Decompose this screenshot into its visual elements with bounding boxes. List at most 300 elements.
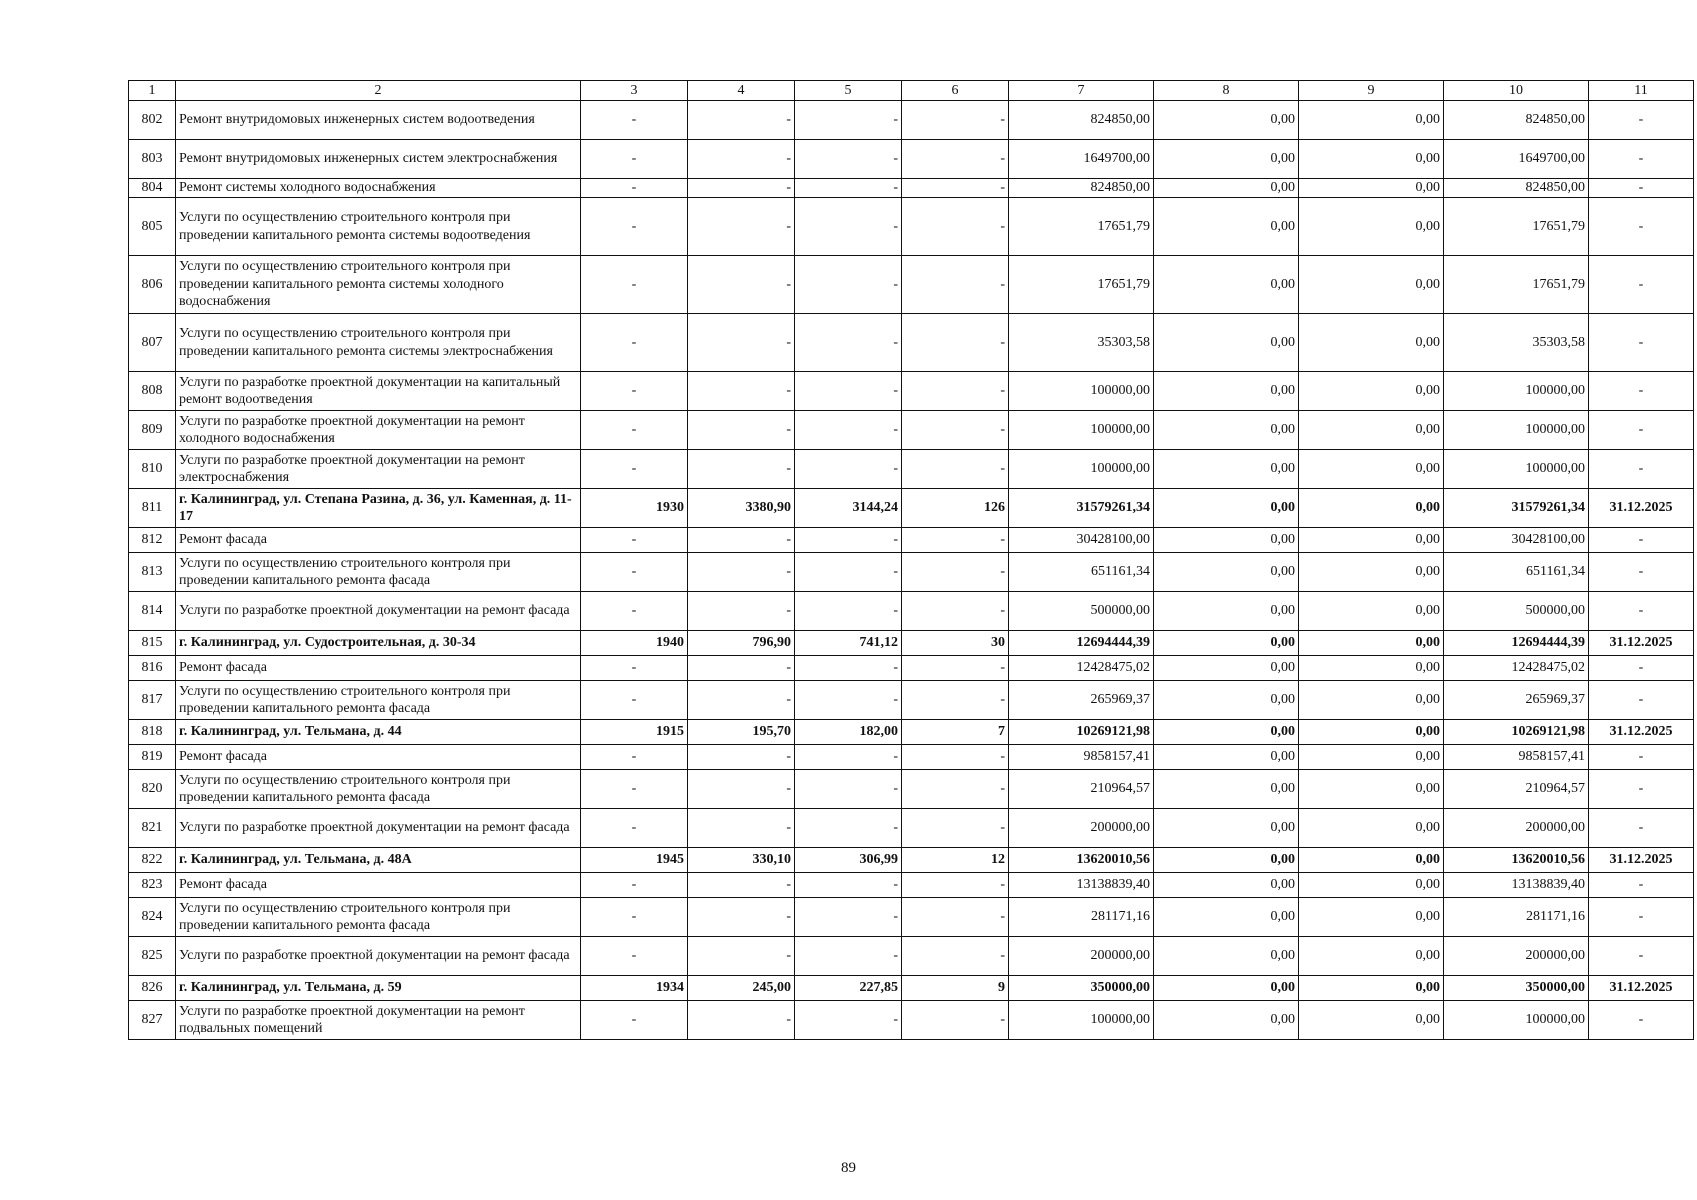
- year-cell: -: [581, 898, 688, 937]
- work-description: Услуги по разработке проектной документации на ремонт фасада: [176, 809, 581, 848]
- residents-cell: -: [902, 745, 1009, 770]
- area-living-cell: -: [795, 140, 902, 179]
- cost-federal-cell: 0,00: [1154, 372, 1299, 411]
- work-description: Ремонт внутридомовых инженерных систем электроснабжения: [176, 140, 581, 179]
- work-description: Услуги по разработке проектной документации на ремонт электроснабжения: [176, 450, 581, 489]
- area-total-cell: -: [688, 592, 795, 631]
- cost-owners-cell: 281171,16: [1444, 898, 1589, 937]
- area-total-cell: -: [688, 411, 795, 450]
- area-living-cell: 306,99: [795, 848, 902, 873]
- area-living-cell: -: [795, 179, 902, 198]
- row-number: 827: [129, 1001, 176, 1040]
- area-total-cell: 195,70: [688, 720, 795, 745]
- residents-cell: 7: [902, 720, 1009, 745]
- work-description: Ремонт фасада: [176, 656, 581, 681]
- area-living-cell: -: [795, 873, 902, 898]
- table-row: [129, 314, 1694, 372]
- area-total-cell: 3380,90: [688, 489, 795, 528]
- cost-regional-cell: 0,00: [1299, 848, 1444, 873]
- cost-owners-cell: 100000,00: [1444, 372, 1589, 411]
- cost-federal-cell: 0,00: [1154, 314, 1299, 372]
- work-description: Услуги по разработке проектной документации на капитальный ремонт водоотведения: [176, 372, 581, 411]
- completion-date-cell: -: [1589, 450, 1694, 489]
- cost-federal-cell: 0,00: [1154, 976, 1299, 1001]
- cost-federal-cell: 0,00: [1154, 489, 1299, 528]
- table-header: [129, 81, 1694, 101]
- work-description: Услуги по осуществлению строительного контроля при проведении капитального ремонта системы водоотведения: [176, 198, 581, 256]
- year-cell: -: [581, 553, 688, 592]
- column-header: 5: [795, 81, 902, 101]
- residents-cell: -: [902, 553, 1009, 592]
- cost-regional-cell: 0,00: [1299, 898, 1444, 937]
- cost-owners-cell: 824850,00: [1444, 179, 1589, 198]
- cost-total-cell: 100000,00: [1009, 372, 1154, 411]
- cost-total-cell: 13620010,56: [1009, 848, 1154, 873]
- cost-regional-cell: 0,00: [1299, 553, 1444, 592]
- table-row: [129, 553, 1694, 592]
- cost-owners-cell: 17651,79: [1444, 256, 1589, 314]
- cost-owners-cell: 17651,79: [1444, 198, 1589, 256]
- cost-total-cell: 17651,79: [1009, 256, 1154, 314]
- cost-total-cell: 824850,00: [1009, 101, 1154, 140]
- area-total-cell: 330,10: [688, 848, 795, 873]
- work-description: г. Калининград, ул. Тельмана, д. 48А: [176, 848, 581, 873]
- area-living-cell: -: [795, 528, 902, 553]
- page-number: 89: [841, 1160, 856, 1176]
- work-description: Ремонт внутридомовых инженерных систем водоотведения: [176, 101, 581, 140]
- cost-federal-cell: 0,00: [1154, 528, 1299, 553]
- cost-federal-cell: 0,00: [1154, 937, 1299, 976]
- row-number: 817: [129, 681, 176, 720]
- table-row: [129, 372, 1694, 411]
- cost-total-cell: 200000,00: [1009, 809, 1154, 848]
- row-number: 808: [129, 372, 176, 411]
- cost-total-cell: 350000,00: [1009, 976, 1154, 1001]
- completion-date-cell: -: [1589, 592, 1694, 631]
- cost-total-cell: 100000,00: [1009, 450, 1154, 489]
- year-cell: -: [581, 179, 688, 198]
- residents-cell: -: [902, 770, 1009, 809]
- cost-owners-cell: 651161,34: [1444, 553, 1589, 592]
- table-row: [129, 179, 1694, 198]
- area-living-cell: 182,00: [795, 720, 902, 745]
- completion-date-cell: -: [1589, 411, 1694, 450]
- work-description: Услуги по разработке проектной документации на ремонт подвальных помещений: [176, 1001, 581, 1040]
- year-cell: -: [581, 101, 688, 140]
- year-cell: -: [581, 140, 688, 179]
- work-description: Ремонт фасада: [176, 873, 581, 898]
- row-number: 805: [129, 198, 176, 256]
- column-header: 7: [1009, 81, 1154, 101]
- residents-cell: -: [902, 256, 1009, 314]
- completion-date-cell: -: [1589, 809, 1694, 848]
- cost-regional-cell: 0,00: [1299, 976, 1444, 1001]
- area-living-cell: -: [795, 256, 902, 314]
- completion-date-cell: -: [1589, 256, 1694, 314]
- row-number: 810: [129, 450, 176, 489]
- completion-date-cell: -: [1589, 372, 1694, 411]
- cost-total-cell: 12428475,02: [1009, 656, 1154, 681]
- work-description: Услуги по разработке проектной документации на ремонт фасада: [176, 592, 581, 631]
- year-cell: -: [581, 745, 688, 770]
- area-living-cell: -: [795, 770, 902, 809]
- area-living-cell: -: [795, 372, 902, 411]
- cost-federal-cell: 0,00: [1154, 179, 1299, 198]
- row-number: 822: [129, 848, 176, 873]
- completion-date-cell: -: [1589, 101, 1694, 140]
- table-row: [129, 937, 1694, 976]
- cost-total-cell: 10269121,98: [1009, 720, 1154, 745]
- completion-date-cell: -: [1589, 140, 1694, 179]
- cost-owners-cell: 10269121,98: [1444, 720, 1589, 745]
- completion-date-cell: -: [1589, 898, 1694, 937]
- residents-cell: 9: [902, 976, 1009, 1001]
- table-row: [129, 450, 1694, 489]
- residents-cell: 30: [902, 631, 1009, 656]
- year-cell: -: [581, 256, 688, 314]
- cost-regional-cell: 0,00: [1299, 198, 1444, 256]
- work-description: г. Калининград, ул. Тельмана, д. 59: [176, 976, 581, 1001]
- row-number: 825: [129, 937, 176, 976]
- table-row: [129, 528, 1694, 553]
- address-row: [129, 720, 1694, 745]
- cost-regional-cell: 0,00: [1299, 1001, 1444, 1040]
- cost-federal-cell: 0,00: [1154, 720, 1299, 745]
- year-cell: -: [581, 937, 688, 976]
- row-number: 814: [129, 592, 176, 631]
- area-living-cell: -: [795, 656, 902, 681]
- area-total-cell: -: [688, 140, 795, 179]
- completion-date-cell: -: [1589, 656, 1694, 681]
- area-living-cell: -: [795, 450, 902, 489]
- area-total-cell: -: [688, 1001, 795, 1040]
- cost-federal-cell: 0,00: [1154, 1001, 1299, 1040]
- cost-federal-cell: 0,00: [1154, 809, 1299, 848]
- area-total-cell: -: [688, 256, 795, 314]
- cost-owners-cell: 100000,00: [1444, 1001, 1589, 1040]
- table-row: [129, 745, 1694, 770]
- cost-regional-cell: 0,00: [1299, 770, 1444, 809]
- cost-total-cell: 13138839,40: [1009, 873, 1154, 898]
- cost-federal-cell: 0,00: [1154, 873, 1299, 898]
- area-total-cell: -: [688, 656, 795, 681]
- completion-date-cell: -: [1589, 937, 1694, 976]
- column-header: 8: [1154, 81, 1299, 101]
- residents-cell: -: [902, 101, 1009, 140]
- row-number: 826: [129, 976, 176, 1001]
- cost-owners-cell: 350000,00: [1444, 976, 1589, 1001]
- row-number: 813: [129, 553, 176, 592]
- table-row: [129, 101, 1694, 140]
- cost-total-cell: 30428100,00: [1009, 528, 1154, 553]
- cost-federal-cell: 0,00: [1154, 898, 1299, 937]
- row-number: 803: [129, 140, 176, 179]
- cost-federal-cell: 0,00: [1154, 681, 1299, 720]
- work-description: Услуги по осуществлению строительного контроля при проведении капитального ремонта фасада: [176, 681, 581, 720]
- table-row: [129, 198, 1694, 256]
- work-description: Услуги по осуществлению строительного контроля при проведении капитального ремонта фасада: [176, 553, 581, 592]
- cost-regional-cell: 0,00: [1299, 411, 1444, 450]
- cost-total-cell: 12694444,39: [1009, 631, 1154, 656]
- cost-regional-cell: 0,00: [1299, 937, 1444, 976]
- cost-owners-cell: 200000,00: [1444, 937, 1589, 976]
- row-number: 811: [129, 489, 176, 528]
- table-row: [129, 898, 1694, 937]
- completion-date-cell: 31.12.2025: [1589, 848, 1694, 873]
- cost-total-cell: 281171,16: [1009, 898, 1154, 937]
- year-cell: 1945: [581, 848, 688, 873]
- cost-regional-cell: 0,00: [1299, 314, 1444, 372]
- repair-program-table: [128, 80, 1694, 1040]
- cost-regional-cell: 0,00: [1299, 372, 1444, 411]
- work-description: г. Калининград, ул. Тельмана, д. 44: [176, 720, 581, 745]
- year-cell: 1930: [581, 489, 688, 528]
- cost-total-cell: 200000,00: [1009, 937, 1154, 976]
- work-description: Ремонт фасада: [176, 745, 581, 770]
- table-row: [129, 256, 1694, 314]
- year-cell: -: [581, 681, 688, 720]
- cost-regional-cell: 0,00: [1299, 140, 1444, 179]
- cost-owners-cell: 265969,37: [1444, 681, 1589, 720]
- cost-owners-cell: 12428475,02: [1444, 656, 1589, 681]
- residents-cell: -: [902, 411, 1009, 450]
- cost-federal-cell: 0,00: [1154, 256, 1299, 314]
- cost-regional-cell: 0,00: [1299, 809, 1444, 848]
- work-description: Услуги по осуществлению строительного контроля при проведении капитального ремонта системы электроснабжения: [176, 314, 581, 372]
- cost-total-cell: 824850,00: [1009, 179, 1154, 198]
- work-description: г. Калининград, ул. Судостроительная, д. 30-34: [176, 631, 581, 656]
- area-total-cell: -: [688, 314, 795, 372]
- year-cell: 1915: [581, 720, 688, 745]
- completion-date-cell: 31.12.2025: [1589, 489, 1694, 528]
- cost-regional-cell: 0,00: [1299, 873, 1444, 898]
- completion-date-cell: -: [1589, 179, 1694, 198]
- column-header: 2: [176, 81, 581, 101]
- cost-owners-cell: 100000,00: [1444, 411, 1589, 450]
- area-living-cell: -: [795, 101, 902, 140]
- completion-date-cell: 31.12.2025: [1589, 631, 1694, 656]
- cost-regional-cell: 0,00: [1299, 592, 1444, 631]
- area-total-cell: -: [688, 745, 795, 770]
- year-cell: -: [581, 450, 688, 489]
- area-total-cell: 245,00: [688, 976, 795, 1001]
- cost-total-cell: 100000,00: [1009, 411, 1154, 450]
- table-row: [129, 411, 1694, 450]
- table-body: [129, 101, 1694, 1040]
- area-living-cell: 227,85: [795, 976, 902, 1001]
- area-living-cell: 3144,24: [795, 489, 902, 528]
- area-living-cell: -: [795, 809, 902, 848]
- area-total-cell: -: [688, 101, 795, 140]
- cost-total-cell: 210964,57: [1009, 770, 1154, 809]
- year-cell: -: [581, 314, 688, 372]
- row-number: 820: [129, 770, 176, 809]
- year-cell: -: [581, 809, 688, 848]
- residents-cell: -: [902, 681, 1009, 720]
- row-number: 816: [129, 656, 176, 681]
- cost-owners-cell: 13620010,56: [1444, 848, 1589, 873]
- year-cell: 1934: [581, 976, 688, 1001]
- residents-cell: -: [902, 898, 1009, 937]
- area-total-cell: -: [688, 179, 795, 198]
- cost-owners-cell: 13138839,40: [1444, 873, 1589, 898]
- row-number: 807: [129, 314, 176, 372]
- area-living-cell: -: [795, 1001, 902, 1040]
- cost-owners-cell: 100000,00: [1444, 450, 1589, 489]
- work-description: Услуги по разработке проектной документации на ремонт фасада: [176, 937, 581, 976]
- address-row: [129, 631, 1694, 656]
- residents-cell: -: [902, 809, 1009, 848]
- row-number: 809: [129, 411, 176, 450]
- row-number: 815: [129, 631, 176, 656]
- table-row: [129, 656, 1694, 681]
- cost-federal-cell: 0,00: [1154, 848, 1299, 873]
- table-row: [129, 592, 1694, 631]
- cost-owners-cell: 200000,00: [1444, 809, 1589, 848]
- area-total-cell: -: [688, 809, 795, 848]
- year-cell: -: [581, 592, 688, 631]
- residents-cell: -: [902, 179, 1009, 198]
- area-total-cell: -: [688, 553, 795, 592]
- cost-regional-cell: 0,00: [1299, 656, 1444, 681]
- cost-federal-cell: 0,00: [1154, 553, 1299, 592]
- residents-cell: -: [902, 372, 1009, 411]
- cost-owners-cell: 30428100,00: [1444, 528, 1589, 553]
- cost-regional-cell: 0,00: [1299, 489, 1444, 528]
- work-description: Услуги по осуществлению строительного контроля при проведении капитального ремонта фасада: [176, 898, 581, 937]
- completion-date-cell: -: [1589, 553, 1694, 592]
- column-header: 4: [688, 81, 795, 101]
- row-number: 806: [129, 256, 176, 314]
- cost-owners-cell: 35303,58: [1444, 314, 1589, 372]
- area-living-cell: 741,12: [795, 631, 902, 656]
- completion-date-cell: -: [1589, 314, 1694, 372]
- cost-total-cell: 265969,37: [1009, 681, 1154, 720]
- cost-federal-cell: 0,00: [1154, 631, 1299, 656]
- cost-regional-cell: 0,00: [1299, 681, 1444, 720]
- table-row: [129, 681, 1694, 720]
- residents-cell: -: [902, 592, 1009, 631]
- table-row: [129, 140, 1694, 179]
- table-row: [129, 770, 1694, 809]
- cost-federal-cell: 0,00: [1154, 592, 1299, 631]
- cost-regional-cell: 0,00: [1299, 450, 1444, 489]
- address-row: [129, 976, 1694, 1001]
- work-description: Услуги по разработке проектной документации на ремонт холодного водоснабжения: [176, 411, 581, 450]
- column-header: 9: [1299, 81, 1444, 101]
- year-cell: -: [581, 656, 688, 681]
- work-description: г. Калининград, ул. Степана Разина, д. 36, ул. Каменная, д. 11-17: [176, 489, 581, 528]
- area-living-cell: -: [795, 937, 902, 976]
- completion-date-cell: -: [1589, 873, 1694, 898]
- year-cell: -: [581, 372, 688, 411]
- cost-federal-cell: 0,00: [1154, 140, 1299, 179]
- area-total-cell: -: [688, 528, 795, 553]
- year-cell: -: [581, 873, 688, 898]
- residents-cell: -: [902, 450, 1009, 489]
- cost-owners-cell: 500000,00: [1444, 592, 1589, 631]
- work-description: Ремонт фасада: [176, 528, 581, 553]
- cost-federal-cell: 0,00: [1154, 411, 1299, 450]
- row-number: 818: [129, 720, 176, 745]
- cost-total-cell: 1649700,00: [1009, 140, 1154, 179]
- cost-federal-cell: 0,00: [1154, 198, 1299, 256]
- cost-federal-cell: 0,00: [1154, 745, 1299, 770]
- cost-federal-cell: 0,00: [1154, 450, 1299, 489]
- completion-date-cell: -: [1589, 528, 1694, 553]
- completion-date-cell: -: [1589, 1001, 1694, 1040]
- area-living-cell: -: [795, 681, 902, 720]
- completion-date-cell: -: [1589, 770, 1694, 809]
- cost-total-cell: 31579261,34: [1009, 489, 1154, 528]
- year-cell: -: [581, 528, 688, 553]
- table-row: [129, 1001, 1694, 1040]
- work-description: Услуги по осуществлению строительного контроля при проведении капитального ремонта фасада: [176, 770, 581, 809]
- year-cell: 1940: [581, 631, 688, 656]
- area-total-cell: -: [688, 198, 795, 256]
- cost-federal-cell: 0,00: [1154, 770, 1299, 809]
- work-description: Ремонт системы холодного водоснабжения: [176, 179, 581, 198]
- completion-date-cell: -: [1589, 745, 1694, 770]
- address-row: [129, 489, 1694, 528]
- column-header: 11: [1589, 81, 1694, 101]
- residents-cell: -: [902, 314, 1009, 372]
- area-total-cell: -: [688, 450, 795, 489]
- completion-date-cell: -: [1589, 681, 1694, 720]
- completion-date-cell: 31.12.2025: [1589, 720, 1694, 745]
- completion-date-cell: 31.12.2025: [1589, 976, 1694, 1001]
- cost-owners-cell: 210964,57: [1444, 770, 1589, 809]
- area-living-cell: -: [795, 314, 902, 372]
- residents-cell: -: [902, 1001, 1009, 1040]
- cost-owners-cell: 1649700,00: [1444, 140, 1589, 179]
- address-row: [129, 848, 1694, 873]
- table-row: [129, 873, 1694, 898]
- cost-owners-cell: 824850,00: [1444, 101, 1589, 140]
- cost-regional-cell: 0,00: [1299, 720, 1444, 745]
- year-cell: -: [581, 1001, 688, 1040]
- residents-cell: -: [902, 656, 1009, 681]
- cost-total-cell: 17651,79: [1009, 198, 1154, 256]
- residents-cell: -: [902, 140, 1009, 179]
- row-number: 821: [129, 809, 176, 848]
- cost-total-cell: 9858157,41: [1009, 745, 1154, 770]
- row-number: 819: [129, 745, 176, 770]
- column-numbers-row: [129, 81, 1694, 101]
- work-description: Услуги по осуществлению строительного контроля при проведении капитального ремонта системы холодного водоснабжения: [176, 256, 581, 314]
- cost-total-cell: 100000,00: [1009, 1001, 1154, 1040]
- completion-date-cell: -: [1589, 198, 1694, 256]
- cost-federal-cell: 0,00: [1154, 656, 1299, 681]
- area-total-cell: 796,90: [688, 631, 795, 656]
- year-cell: -: [581, 411, 688, 450]
- area-total-cell: -: [688, 770, 795, 809]
- row-number: 802: [129, 101, 176, 140]
- area-total-cell: -: [688, 898, 795, 937]
- cost-federal-cell: 0,00: [1154, 101, 1299, 140]
- area-living-cell: -: [795, 553, 902, 592]
- residents-cell: -: [902, 528, 1009, 553]
- residents-cell: -: [902, 873, 1009, 898]
- row-number: 812: [129, 528, 176, 553]
- row-number: 823: [129, 873, 176, 898]
- cost-owners-cell: 9858157,41: [1444, 745, 1589, 770]
- year-cell: -: [581, 770, 688, 809]
- area-total-cell: -: [688, 873, 795, 898]
- cost-total-cell: 500000,00: [1009, 592, 1154, 631]
- column-header: 1: [129, 81, 176, 101]
- area-living-cell: -: [795, 898, 902, 937]
